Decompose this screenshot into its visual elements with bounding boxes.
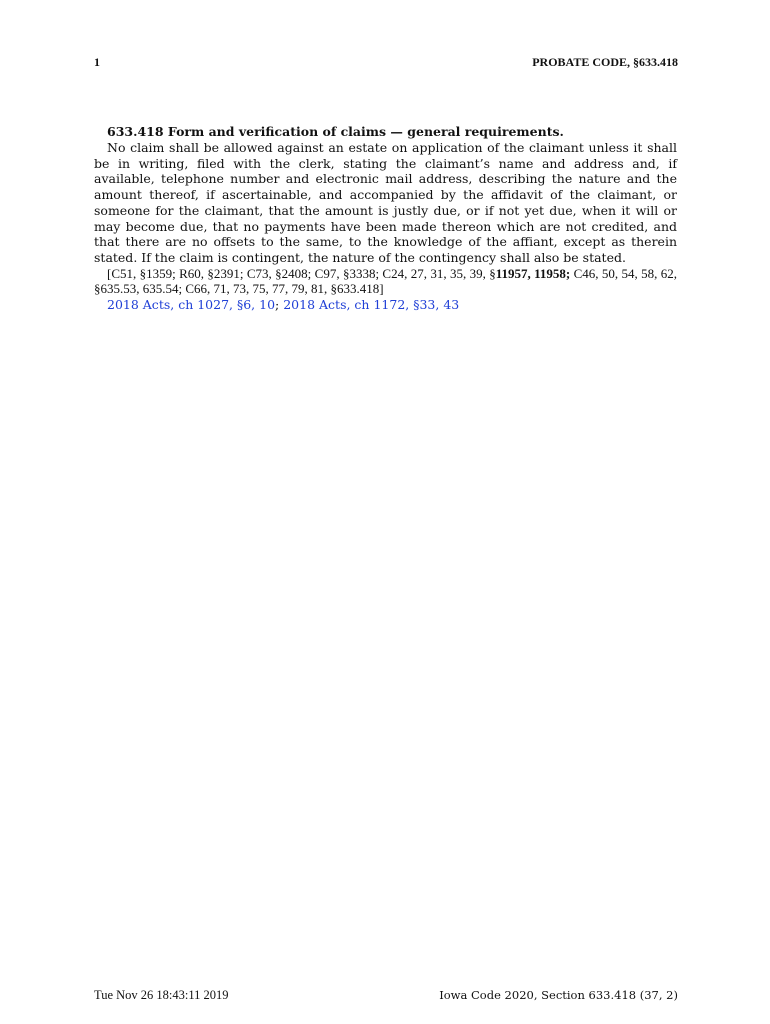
- history-bold-sections: 11957, 11958;: [495, 265, 571, 281]
- history-text-start: [C51, §1359; R60, §2391; C73, §2408; C97, §3338; C24, 27, 31, 35, 39, §: [107, 265, 496, 281]
- act-link-2018-ch-1172[interactable]: 2018 Acts, ch 1172, §33, 43: [283, 297, 460, 313]
- section-heading: 633.418 Form and verification of claims — general requirements.: [107, 124, 564, 139]
- acts-separator: ;: [275, 297, 284, 313]
- history-text-end: C46, 50, 54, 58, 62, §635.53, 635.54; C66, 71, 73, 75, 77, 79, 81, §633.418]: [94, 265, 677, 297]
- act-link-2018-ch-1027[interactable]: 2018 Acts, ch 1027, §6, 10: [107, 297, 276, 313]
- section-body: No claim shall be allowed against an estate on application of the claimant unless it shall be in writing, filed with the clerk, stating the claimant’s name and address and, if available, telephone number and electronic mail address, describing the nature and the amount thereof, if ascertainable, and accompanied by the affidavit of the claimant, or someone for the claimant, that the amount is justly due, or if not yet due, when it will or may become due, that no payments have been made thereon which are not credited, and that there are no offsets to the same, to the knowledge of the affiant, except as therein stated. If the claim is contingent, the nature of the contingency shall also be stated.: [94, 140, 677, 265]
- section-history: [94, 266, 677, 297]
- page-number: 1: [94, 55, 100, 69]
- code-section: [94, 124, 677, 313]
- running-head: PROBATE CODE, §633.418: [532, 55, 678, 69]
- footer-timestamp: Tue Nov 26 18:43:11 2019: [94, 988, 229, 1002]
- amendment-acts: [94, 297, 677, 313]
- footer-citation: Iowa Code 2020, Section 633.418 (37, 2): [439, 988, 678, 1002]
